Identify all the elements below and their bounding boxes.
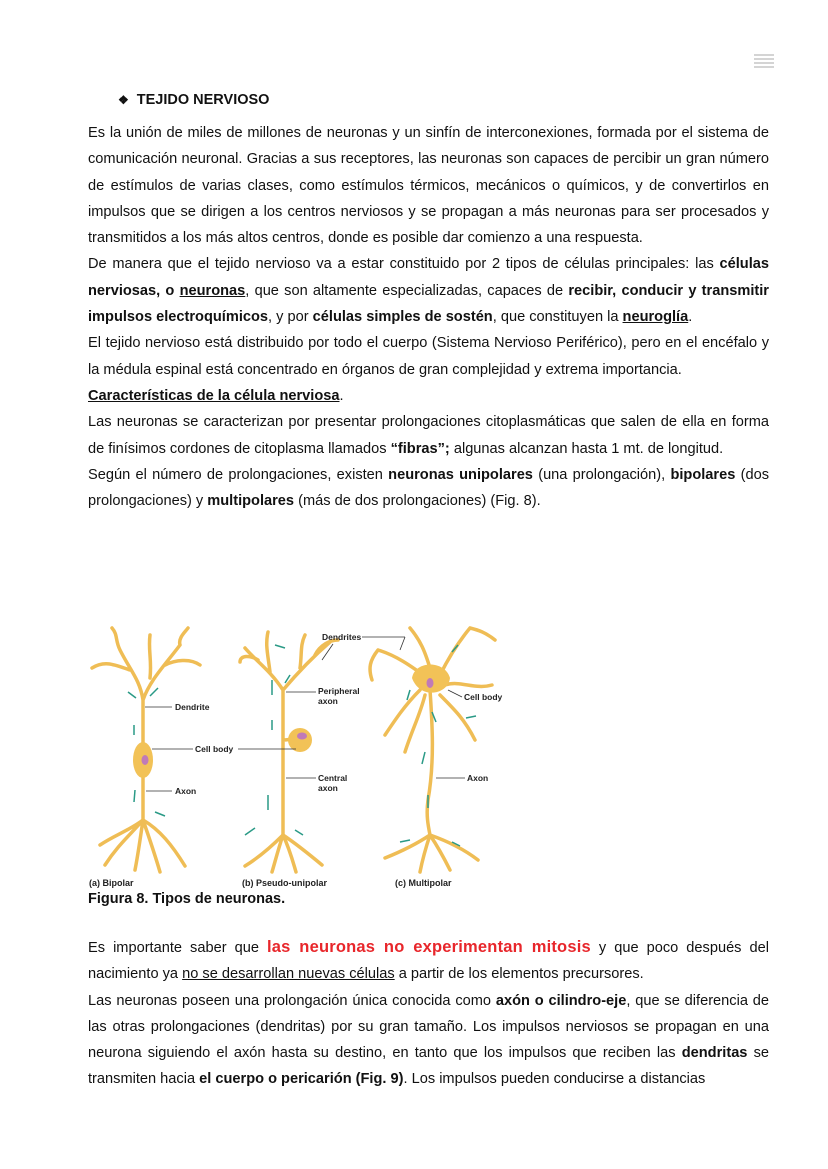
page-menu-icon[interactable] — [754, 54, 774, 70]
text-segment: , y por — [268, 309, 313, 326]
emphasized-text: no se desarrollan nuevas células — [182, 966, 395, 983]
text-segment: Según el número de prolongaciones, existen — [88, 466, 389, 483]
body-text-top — [88, 120, 769, 514]
paragraph — [88, 988, 769, 1093]
emphasized-text: neuronas — [179, 282, 246, 299]
text-segment: Las neuronas poseen una prolongación única conocida como — [88, 992, 496, 1009]
emphasized-text: “fibras”; — [390, 440, 450, 457]
paragraph — [88, 120, 769, 251]
text-segment: Es la unión de miles de millones de neuronas y un sinfín de interconexiones, formada por el sistema de comunicación neuronal. Gracias a sus receptores, las neuronas son capaces de percibir un gran número de estímulos de varias clases, como estímulos térmicos, mecánicos o químicos, y de convertirlos en impulsos que se dirigen a los centros nerviosos y se propagan a más neuronas para ser procesados y transmitidos a los más altos centros, donde es posible dar comienzo a una respuesta. — [88, 125, 769, 247]
text-segment: , que se diferencia de las otras prolongaciones (dendritas) por su gran tamaño. Los impulsos nerviosos se propagan en una neurona siguiendo el axón hasta su destino, en tanto que los impulsos que reciben las — [88, 992, 770, 1062]
text-segment: . — [688, 309, 693, 326]
figure-title: Figura 8. Tipos de neuronas. — [88, 891, 286, 907]
emphasized-text: las neuronas no experimentan mitosis — [266, 938, 591, 956]
label-dendrite: Dendrite — [175, 702, 210, 712]
paragraph — [88, 251, 769, 330]
label-peripheral-axon: Peripheral axon — [318, 686, 360, 706]
emphasized-text: dendritas — [681, 1045, 748, 1062]
heading-title: TEJIDO NERVIOSO — [136, 92, 270, 108]
paragraph — [88, 409, 769, 462]
emphasized-text: Características de la célula nerviosa — [88, 387, 340, 404]
label-central-axon: Central axon — [318, 773, 348, 793]
emphasized-text: el cuerpo o pericarión (Fig. 9) — [199, 1071, 404, 1088]
diamond-bullet-icon: ❖ — [118, 93, 129, 107]
text-segment: De manera que el tejido nervioso va a estar constituido por 2 tipos de células principales: las — [88, 256, 720, 273]
figure-neuron-types — [85, 622, 515, 892]
caption-pseudo-unipolar: (b) Pseudo-unipolar — [242, 878, 327, 888]
label-cell-body-bipolar: Cell body — [195, 744, 234, 754]
section-heading — [118, 92, 269, 108]
text-segment: (más de dos prolongaciones) (Fig. 8). — [294, 493, 541, 510]
emphasized-text: multipolares — [207, 493, 295, 510]
text-segment: Las neuronas se caracterizan por presentar prolongaciones citoplasmáticas que salen de ella en forma de finísimos cordones de citoplasma llamados — [88, 414, 769, 457]
text-segment: algunas alcanzan hasta 1 mt. de longitud. — [449, 440, 724, 457]
emphasized-text: células nerviosas, o — [88, 256, 769, 299]
neuron-illustration — [85, 622, 515, 892]
emphasized-text: recibir, conducir y transmitir impulsos electroquímicos — [88, 282, 769, 326]
text-segment: (dos prolongaciones) y — [88, 466, 770, 510]
emphasized-text: axón o cilindro-eje — [495, 992, 627, 1009]
text-segment: se transmiten hacia — [88, 1045, 769, 1088]
text-segment: , que son altamente especializadas, capaces de — [245, 282, 569, 299]
text-segment: , que constituyen la — [492, 309, 623, 326]
body-text-bottom — [88, 934, 769, 1093]
label-axon-multipolar: Axon — [467, 773, 489, 783]
emphasized-text: células simples de sostén — [312, 309, 493, 326]
emphasized-text: bipolares — [670, 466, 736, 483]
text-segment: y que poco después del nacimiento ya — [88, 940, 769, 983]
label-dendrites: Dendrites — [322, 632, 362, 642]
text-segment: (una prolongación), — [532, 466, 671, 483]
paragraph — [88, 934, 769, 988]
text-segment: . — [339, 387, 344, 404]
label-axon-bipolar: Axon — [175, 786, 197, 796]
caption-multipolar: (c) Multipolar — [395, 878, 452, 888]
text-segment: a partir de los elementos precursores. — [394, 966, 644, 983]
label-cell-body-multipolar: Cell body — [464, 692, 503, 702]
paragraph — [88, 330, 769, 383]
emphasized-text: neuronas unipolares — [388, 466, 533, 483]
text-segment: . Los impulsos pueden conducirse a distancias — [403, 1071, 706, 1088]
emphasized-text: neuroglía — [622, 309, 689, 326]
paragraph — [88, 383, 769, 409]
text-segment: El tejido nervioso está distribuido por todo el cuerpo (Sistema Nervioso Periférico), pero en el encéfalo y la médula espinal está concentrado en órganos de gran complejidad y extrema importancia. — [88, 335, 769, 378]
paragraph — [88, 462, 769, 515]
text-segment: Es importante saber que — [88, 940, 267, 956]
caption-bipolar: (a) Bipolar — [89, 878, 134, 888]
